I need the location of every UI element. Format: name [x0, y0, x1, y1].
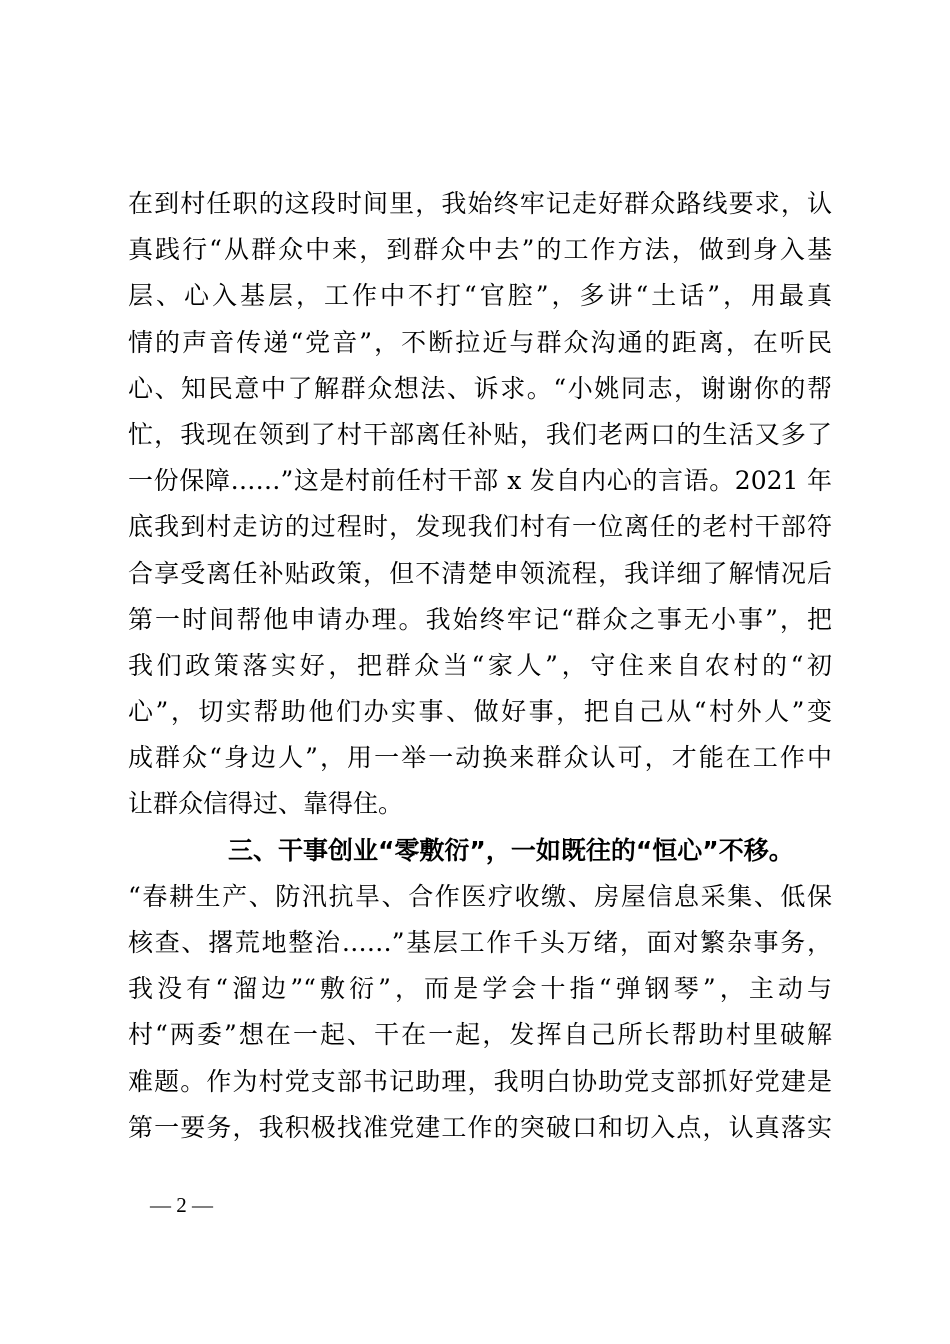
text-line: “春耕生产、防汛抗旱、合作医疗收缴、房屋信息采集、低保 — [128, 881, 832, 911]
section-heading: 三、干事创业“零敷衍”，一如既往的“恒心”不移。 — [228, 835, 794, 865]
text-line: 心、知民意中了解群众想法、诉求。“小姚同志，谢谢你的帮 — [128, 373, 832, 403]
text-line: 我们政策落实好，把群众当“家人”，守住来自农村的“初 — [128, 650, 832, 680]
text-line: 情的声音传递“党音”，不断拉近与群众沟通的距离，在听民 — [128, 327, 832, 357]
text-line: 让群众信得过、靠得住。 — [128, 789, 404, 819]
page-number: — 2 — — [150, 1193, 213, 1217]
text-line: 一份保障……”这是村前任村干部 x 发自内心的言语。2021 年 — [128, 466, 832, 496]
text-line: 我没有“溜边”“敷衍”，而是学会十指“弹钢琴”，主动与 — [128, 974, 832, 1004]
text-line: 忙，我现在领到了村干部离任补贴，我们老两口的生活又多了 — [128, 419, 832, 449]
text-line: 村“两委”想在一起、干在一起，发挥自己所长帮助村里破解 — [128, 1020, 832, 1050]
text-line: 真践行“从群众中来，到群众中去”的工作方法，做到身入基 — [128, 235, 832, 265]
text-line: 核查、撂荒地整治……”基层工作千头万绪，面对繁杂事务， — [128, 928, 832, 957]
text-line: 难题。作为村党支部书记助理，我明白协助党支部抓好党建是 — [128, 1066, 832, 1096]
text-line: 层、心入基层，工作中不打“官腔”，多讲“土话”，用最真 — [128, 281, 832, 311]
paragraph-1 — [128, 181, 832, 828]
text-line: 在到村任职的这段时间里，我始终牢记走好群众路线要求，认 — [128, 189, 832, 218]
text-line: 成群众“身边人”，用一举一动换来群众认可，才能在工作中 — [128, 743, 832, 773]
text-line: 第一要务，我积极找准党建工作的突破口和切入点，认真落实 — [128, 1112, 832, 1142]
text-line: 心”，切实帮助他们办实事、做好事，把自己从“村外人”变 — [128, 697, 832, 727]
paragraph-2 — [128, 874, 832, 1151]
text-line: 第一时间帮他申请办理。我始终牢记“群众之事无小事”，把 — [128, 604, 832, 634]
text-line: 底我到村走访的过程时，发现我们村有一位离任的老村干部符 — [128, 512, 832, 542]
text-line: 合享受离任补贴政策，但不清楚申领流程，我详细了解情况后 — [128, 558, 832, 588]
body-text — [128, 181, 832, 1151]
